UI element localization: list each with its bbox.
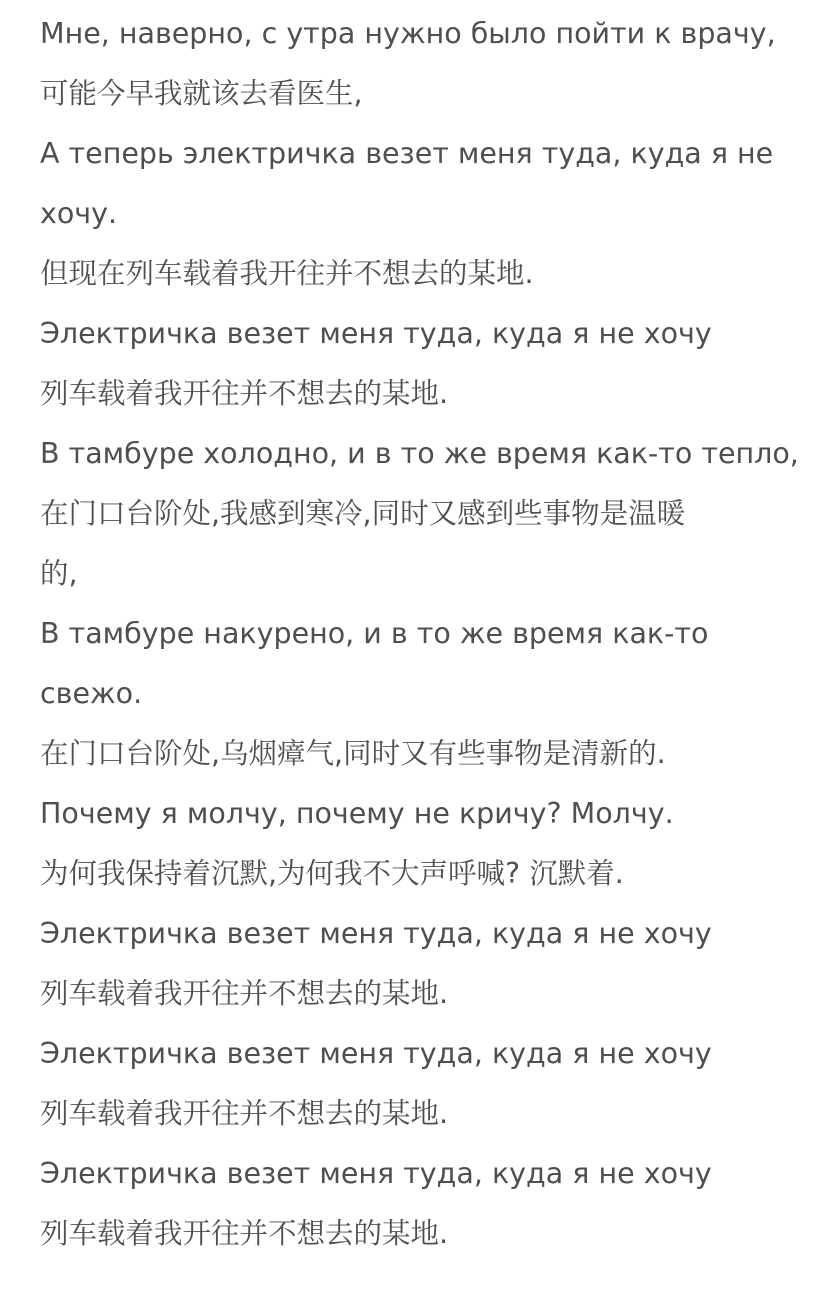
lyric-line: Электричка везет меня туда, куда я не хочу [40,917,712,950]
lyric-line: Электричка везет меня туда, куда я не хочу [40,317,712,350]
lyric-line: 列车载着我开往并不想去的某地. [40,977,449,1010]
lyric-line: свежо. [40,677,143,710]
lyric-line: 可能今早我就该去看医生, [40,77,363,110]
lyric-line: Мне, наверно, с утра нужно было пойти к врачу, [40,17,776,50]
lyric-line: 在门口台阶处,我感到寒冷,同时又感到些事物是温暖 [40,497,686,530]
lyric-line: Электричка везет меня туда, куда я не хочу [40,1157,712,1190]
lyrics-text [40,11,799,1271]
lyric-line: Электричка везет меня туда, куда я не хочу [40,1037,712,1070]
lyric-line: 但现在列车载着我开往并不想去的某地. [40,257,534,290]
lyric-line: 在门口台阶处,乌烟瘴气,同时又有些事物是清新的. [40,737,666,770]
lyric-line: 列车载着我开往并不想去的某地. [40,1097,449,1130]
lyric-line: хочу. [40,197,118,230]
lyric-line: В тамбуре холодно, и в то же время как-то тепло, [40,437,799,470]
lyric-line: А теперь электричка везет меня туда, куда я не [40,137,774,170]
lyric-line: 列车载着我开往并不想去的某地. [40,377,449,410]
lyric-line: 的, [40,557,78,590]
lyric-line: 列车载着我开往并不想去的某地. [40,1217,449,1250]
lyric-line: 为何我保持着沉默,为何我不大声呼喊? 沉默着. [40,857,624,890]
lyric-line: В тамбуре накурено, и в то же время как-то [40,617,709,650]
lyric-line: Почему я молчу, почему не кричу? Молчу. [40,797,674,830]
